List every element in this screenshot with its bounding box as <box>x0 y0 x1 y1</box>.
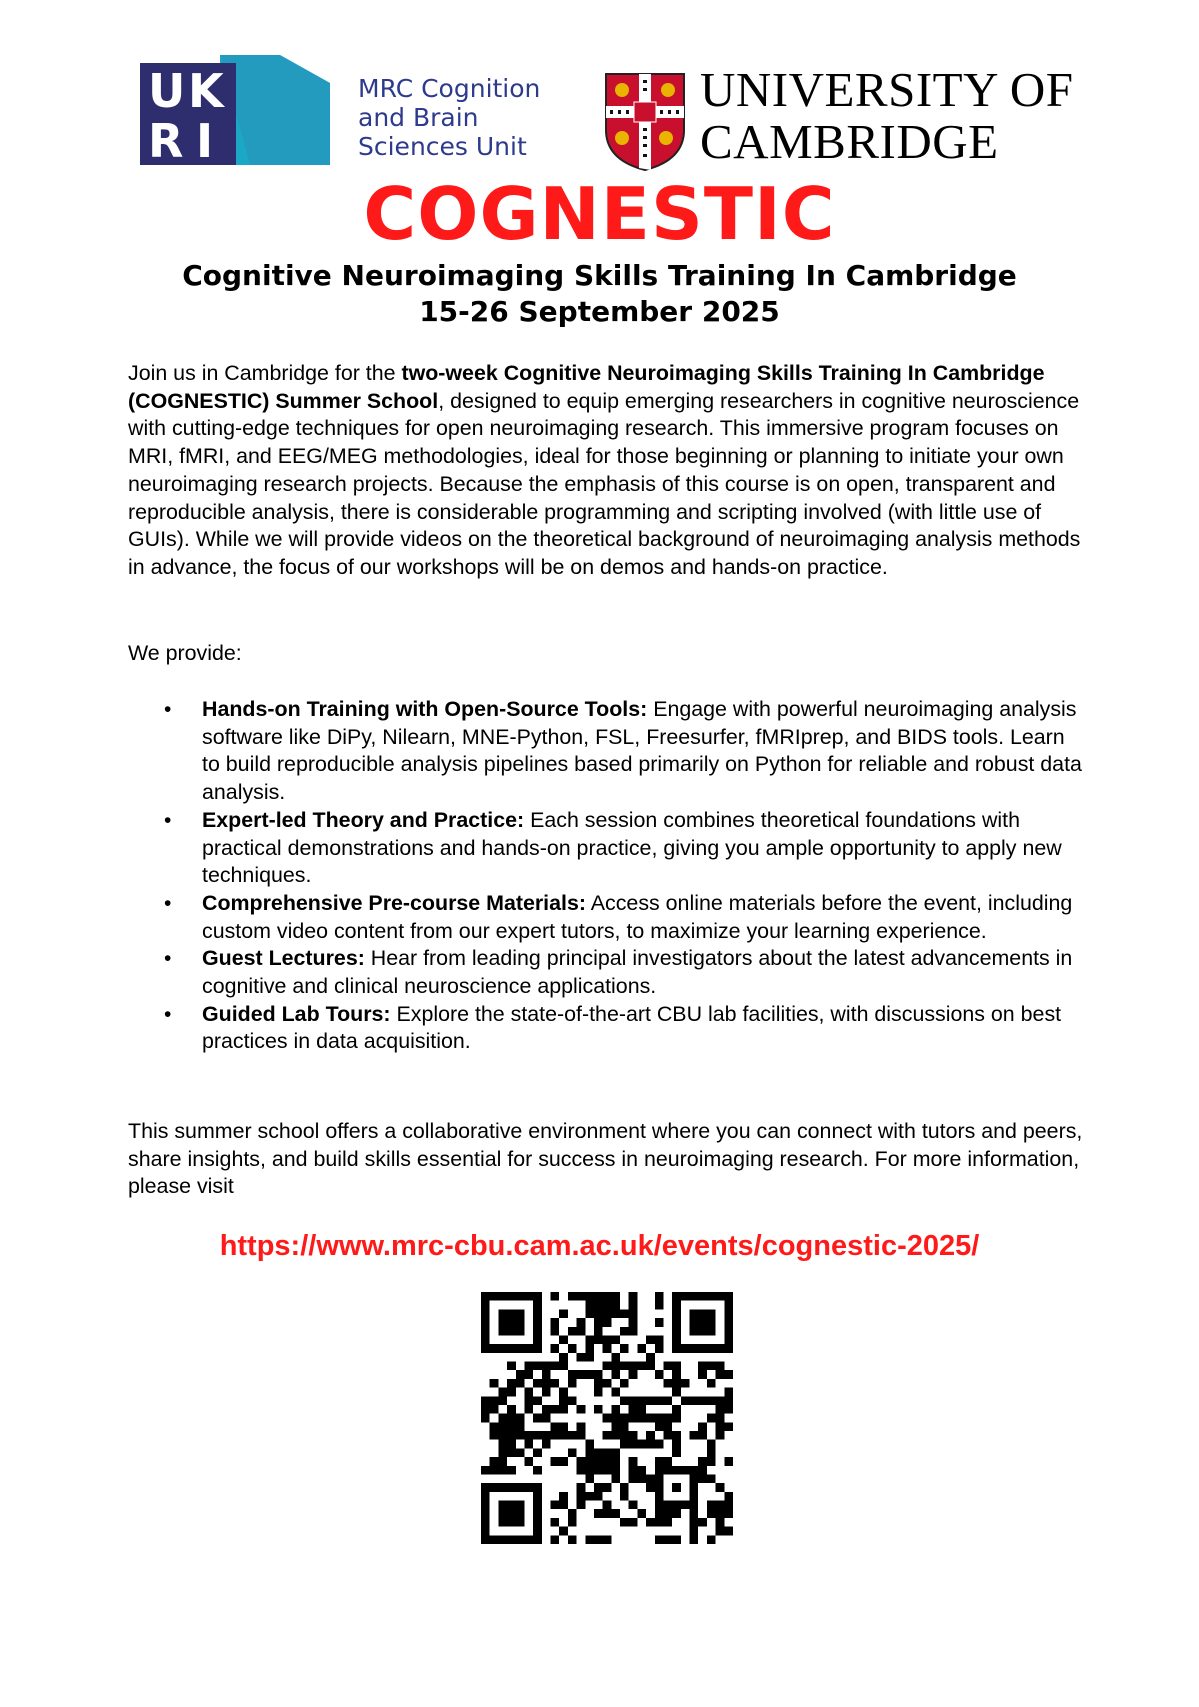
list-item <box>128 945 1088 1000</box>
page-title: COGNESTIC <box>363 172 836 256</box>
bullet-icon: • <box>164 947 172 971</box>
feature-text: Explore the state-of-the-art CBU lab facilities, with discussions on best practices in data acquisition. <box>202 1001 1062 1054</box>
feature-title: Comprehensive Pre-course Materials: <box>202 890 586 915</box>
university-line-1: UNIVERSITY OF <box>700 62 1074 117</box>
bullet-icon: • <box>164 808 172 832</box>
cambridge-shield-icon <box>604 72 686 172</box>
bullet-icon: • <box>164 891 172 915</box>
ukri-letter-u: U <box>148 64 186 118</box>
feature-text: Access online materials before the event, including custom video content from our expert tutors, to maximize your learning experience. <box>202 890 1073 943</box>
we-provide-label: We provide: <box>128 641 242 665</box>
subtitle-dates: 15-26 September 2025 <box>419 295 780 328</box>
list-item <box>128 696 1088 807</box>
list-item <box>128 807 1088 890</box>
feature-title: Expert-led Theory and Practice: <box>202 807 525 832</box>
ukri-logo <box>140 55 330 165</box>
bullet-icon: • <box>164 1002 172 1026</box>
ukri-letter-r: R <box>148 114 184 165</box>
bullet-icon: • <box>164 698 172 721</box>
feature-text: Engage with powerful neuroimaging analysis software like DiPy, Nilearn, MNE-Python, FSL, Freesurfer, fMRIprep, and BIDS tools. Learn to build reproducible analysis pipelines based primarily on Python for reliable and robust data analysis. <box>202 697 1082 805</box>
intro-lead: Join us in Cambridge for the <box>128 361 402 385</box>
list-item <box>128 890 1088 945</box>
university-of-cambridge-wordmark <box>700 64 1074 168</box>
mrc-line-2: and Brain <box>358 103 479 132</box>
mrc-line-3: Sciences Unit <box>358 132 527 161</box>
list-item <box>128 1001 1088 1056</box>
feature-title: Guest Lectures: <box>202 946 365 971</box>
closing-paragraph: This summer school offers a collaborative environment where you can connect with tutors and peers, share insights, and build skills essential for success in neuroimaging research. For more information, please visit <box>128 1119 1083 1199</box>
mrc-unit-name <box>358 74 540 161</box>
page-subtitle <box>0 258 1199 330</box>
university-line-2: CAMBRIDGE <box>700 114 999 169</box>
intro-bold: two-week Cognitive Neuroimaging Skills Training In Cambridge (COGNESTIC) Summer School <box>128 361 1045 413</box>
mrc-line-1: MRC Cognition <box>358 74 541 103</box>
event-url-link[interactable]: https://www.mrc-cbu.cam.ac.uk/events/cognestic-2025/ <box>219 1230 980 1262</box>
intro-rest: , designed to equip emerging researchers in cognitive neuroscience with cutting-edge techniques for open neuroimaging research. This immersive program focuses on MRI, fMRI, and EEG/MEG methodologies, ideal for those beginning or planning to initiate your own neuroimaging research projects. Because the emphasis of this course is on open, transparent and reproducible analysis, there is considerable programming and scripting involved (with little use of GUIs). While we will provide videos on the theoretical background of neuroimaging analysis methods in advance, the focus of our workshops will be on demos and hands-on practice. <box>128 388 1081 579</box>
ukri-letter-k: K <box>188 64 224 118</box>
feature-title: Guided Lab Tours: <box>202 1001 391 1026</box>
feature-text: Each session combines theoretical foundations with practical demonstrations and hands-on practice, giving you ample opportunity to apply new techniques. <box>202 807 1062 888</box>
feature-text: Hear from leading principal investigators about the latest advancements in cognitive and clinical neuroscience applications. <box>202 946 1073 999</box>
intro-paragraph <box>128 360 1088 582</box>
features-list <box>128 696 1088 1056</box>
feature-title: Hands-on Training with Open-Source Tools: <box>202 697 648 721</box>
qr-code-icon <box>481 1292 733 1544</box>
subtitle-program-name: Cognitive Neuroimaging Skills Training In Cambridge <box>182 259 1017 292</box>
ukri-letter-i: I <box>196 114 214 165</box>
